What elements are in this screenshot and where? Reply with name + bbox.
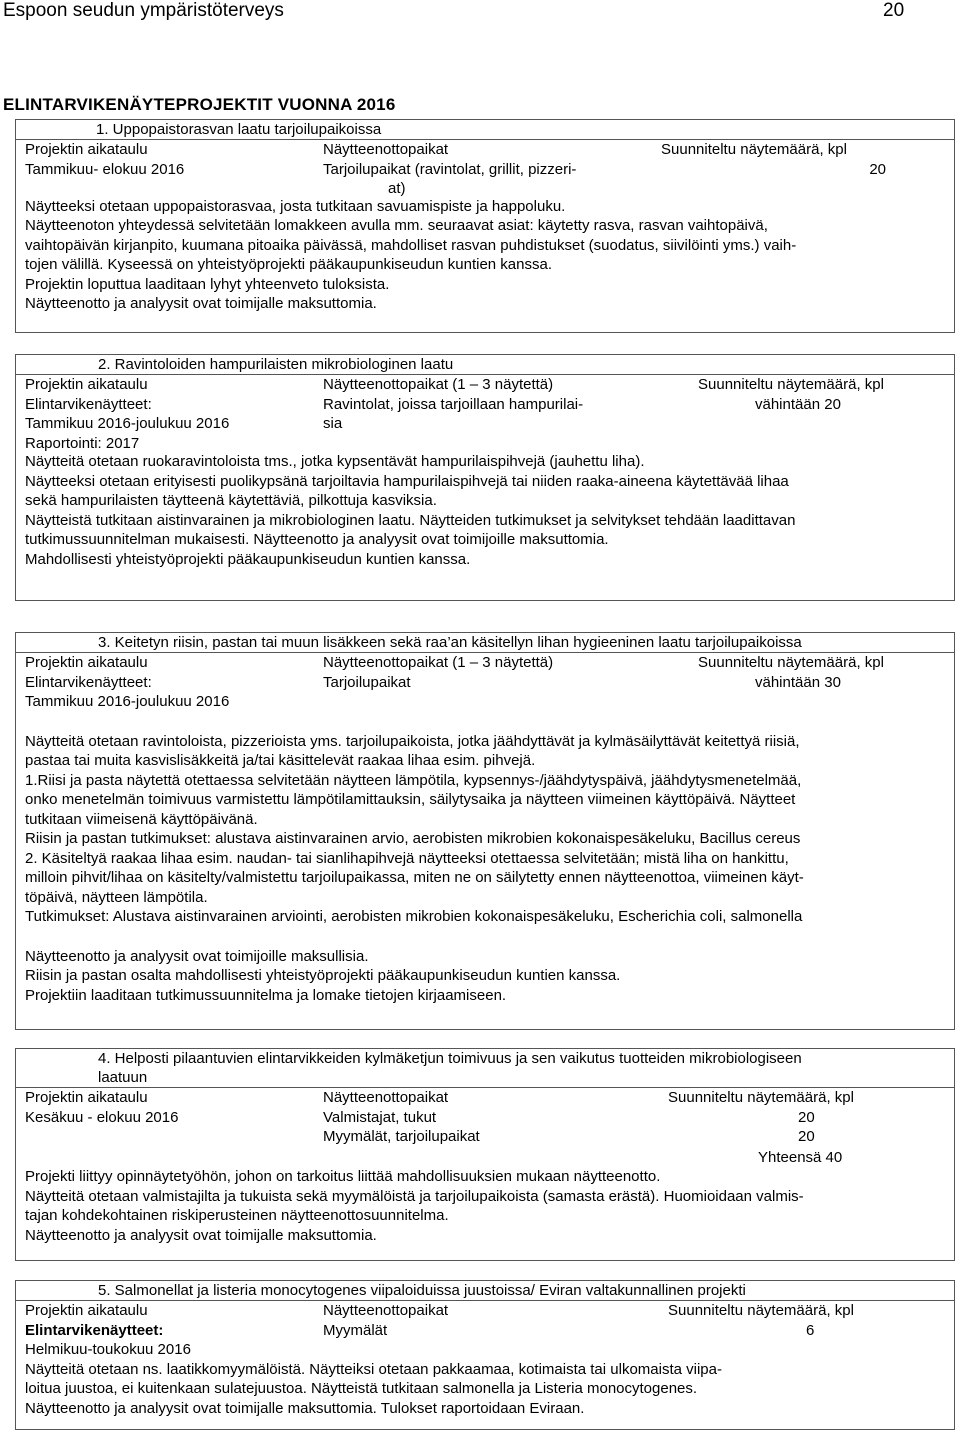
column-headers — [16, 375, 954, 395]
places-value: Tarjoilupaikat (ravintolat, grillit, pizzeri- — [323, 160, 577, 178]
col-places-header: Näytteenottopaikat — [323, 1302, 449, 1319]
text-line: Näytteitä otetaan valmistajilta ja tukuista sekä myymälöistä ja tarjoilupaikoista (samasta erästä). Huomioidaan valmis- — [25, 1187, 804, 1205]
column-headers — [16, 140, 954, 160]
info-row — [16, 395, 954, 415]
organization-name: Espoon seudun ympäristöterveys — [3, 0, 284, 21]
project-2-description — [16, 452, 954, 569]
count-value: 20 — [869, 160, 886, 178]
text-line: Näytteitä otetaan ravintoloista, pizzerioista yms. tarjoilupaikoista, jotka jäähdyttävät ja kylmäsäilyttävät keitettyä riisiä, — [25, 732, 800, 750]
schedule-value: Tammikuu 2016-joulukuu 2016 — [25, 693, 230, 710]
info-row — [16, 160, 954, 180]
info-row — [16, 1340, 954, 1360]
text-line: Tutkimukset: Alustava aistinvarainen arviointi, aerobisten mikrobien kokonaispesäkeluku, Escherichia coli, salmonella — [25, 908, 803, 925]
schedule-value: Tammikuu- elokuu 2016 — [25, 160, 185, 178]
samples-label: Elintarvikenäytteet: — [25, 673, 152, 691]
document-title: ELINTARVIKENÄYTEPROJEKTIT VUONNA 2016 — [3, 95, 396, 114]
text-line: 1.Riisi ja pasta näytettä otettaessa selvitetään näytteen lämpötila, kypsennys-/jäähdytyspäivä, jäähdytysmenetelmää, — [25, 771, 802, 789]
col-count-header: Suunniteltu näytemäärä, kpl — [668, 1302, 854, 1319]
text-line: Projektiin laaditaan tutkimussuunnitelma ja lomake tietojen kirjaamiseen. — [25, 986, 507, 1004]
column-headers — [16, 1301, 954, 1321]
text-line: Näytteenoton yhteydessä selvitetään lomakkeen avulla mm. seuraavat asiat: käytetty rasva, rasvan vaihtopäivä, — [25, 217, 768, 234]
table-row — [16, 1108, 954, 1128]
text-line: tajan kohdekohtainen riskiperusteinen näytteenottosuunnitelma. — [25, 1207, 449, 1224]
col-schedule-header: Projektin aikataulu — [25, 376, 148, 393]
text-line: sekä hampurilaisten täytteenä käytettäviä, pilkottuja kasviksia. — [25, 492, 437, 509]
col-places-header: Näytteenottopaikat — [323, 1089, 449, 1106]
text-line: Näytteenotto ja analyysit ovat toimijalle maksuttomia. — [25, 1226, 377, 1244]
project-4-description — [16, 1167, 954, 1245]
text-line: 2. Käsiteltyä raakaa lihaa esim. naudan- tai sianlihapihvejä näytteeksi otettaessa selvitetään; mistä liha on hankittu, — [25, 849, 789, 867]
text-line: Riisin ja pastan tutkimukset: alustava aistinvarainen arvio, aerobisten mikrobien kokonaispesäkeluku, Bacillus cereus — [25, 830, 801, 847]
info-row — [16, 434, 954, 454]
text-line: loitua juustoa, ei kuitenkaan sulatejuustoa. Näytteistä tutkitaan salmonella ja Listeria monocytogenes. — [25, 1380, 698, 1397]
text-line: Näytteitä otetaan ruokaravintoloista tms., jotka kypsentävät hampurilaispihvejä (jauhettu liha). — [25, 453, 645, 470]
project-3-description — [16, 732, 954, 1006]
text-line: vaihtopäivän kirjanpito, kuumana pitoaika päivässä, mahdolliset rasvan puhdistukset (suodatus, siivilöinti yms.) vaih- — [25, 236, 797, 254]
col-places-header: Näytteenottopaikat (1 – 3 näytettä) — [323, 654, 554, 671]
total-row — [16, 1148, 954, 1168]
page-header — [3, 0, 950, 26]
project-1-box — [15, 119, 955, 333]
col-count-header: Suunniteltu näytemäärä, kpl — [661, 141, 847, 158]
info-row — [16, 414, 954, 434]
col-count-header: Suunniteltu näytemäärä, kpl — [698, 654, 884, 671]
project-4-title — [16, 1049, 954, 1088]
col-places-header: Näytteenottopaikat — [323, 141, 449, 158]
text-line: milloin pihvit/lihaa on käsitelty/valmistettu tarjoilupaikassa, miten ne on säilytetty ennen näytteenottoa, viimeinen käyt- — [25, 869, 804, 886]
info-row — [16, 1321, 954, 1341]
project-5-description — [16, 1360, 954, 1419]
text-line: Näytteenotto ja analyysit ovat toimijoille maksullisia. — [25, 947, 369, 965]
info-row-cont — [16, 179, 954, 199]
report-value: Raportointi: 2017 — [25, 434, 140, 452]
places-value: Myymälät — [323, 1321, 388, 1339]
column-headers — [16, 1088, 954, 1108]
col-count-header: Suunniteltu näytemäärä, kpl — [698, 376, 884, 393]
text-line: töpäivä, näytteen lämpötila. — [25, 888, 208, 906]
count-value: 20 — [798, 1108, 815, 1126]
text-line: Riisin ja pastan osalta mahdollisesti yhteistyöprojekti pääkaupunkiseudun kuntien kanssa. — [25, 967, 621, 984]
text-line: Näytteitä otetaan ns. laatikkomyymälöistä. Näytteiksi otetaan pakkaamaa, kotimaista tai ulkomaista viipa- — [25, 1360, 722, 1378]
text-line: Näytteeksi otetaan erityisesti puolikypsänä tarjoiltavia hampurilaispihvejä tai niiden raaka-aineena käytettävää lihaa — [25, 472, 789, 490]
text-line: Näytteenotto ja analyysit ovat toimijalle maksuttomia. — [25, 295, 377, 312]
text-line: Projektin loputtua laaditaan lyhyt yhteenveto tuloksista. — [25, 275, 390, 293]
project-3-box — [15, 632, 955, 1030]
places-value: Ravintolat, joissa tarjoillaan hampurilai- — [323, 395, 584, 413]
col-schedule-header: Projektin aikataulu — [25, 141, 148, 158]
project-5-title: 5. Salmonellat ja listeria monocytogenes viipaloiduissa juustoissa/ Eviran valtakunnallinen projekti — [16, 1281, 954, 1301]
text-line: onko menetelmän toimivuus varmistettu lämpötilamittauksin, säilytysaika ja näytteen viimeinen käyttöpäivä. Näytteet — [25, 791, 796, 808]
count-value: vähintään 30 — [755, 673, 841, 691]
col-places-header: Näytteenottopaikat (1 – 3 näytettä) — [323, 376, 554, 393]
schedule-value: Kesäkuu - elokuu 2016 — [25, 1108, 179, 1126]
info-row — [16, 692, 954, 712]
samples-label: Elintarvikenäytteet: — [25, 395, 152, 413]
places-value-cont: at) — [388, 180, 406, 197]
samples-label: Elintarvikenäytteet: — [25, 1321, 164, 1339]
text-line: Näytteenotto ja analyysit ovat toimijalle maksuttomia. Tulokset raportoidaan Eviraan. — [25, 1399, 585, 1417]
title-line: 4. Helposti pilaantuvien elintarvikkeiden kylmäketjun toimivuus ja sen vaikutus tuotteiden mikrobiologiseen — [98, 1050, 802, 1067]
place-value: Valmistajat, tukut — [323, 1108, 437, 1126]
count-value: 6 — [806, 1321, 815, 1339]
text-line: tutkimussuunnitelman mukaisesti. Näytteenotto ja analyysit ovat toimijoille maksuttomia. — [25, 531, 609, 548]
project-2-title: 2. Ravintoloiden hampurilaisten mikrobiologinen laatu — [16, 355, 954, 375]
schedule-value: Tammikuu 2016-joulukuu 2016 — [25, 415, 230, 432]
col-count-header: Suunniteltu näytemäärä, kpl — [668, 1089, 854, 1106]
page-number: 20 — [883, 0, 905, 21]
project-4-box — [15, 1048, 955, 1261]
title-line: laatuun — [98, 1069, 148, 1086]
text-line: tojen välillä. Kyseessä on yhteistyöprojekti pääkaupunkiseudun kuntien kanssa. — [25, 256, 552, 273]
table-row — [16, 1127, 954, 1147]
text-line: pastaa tai muita kasvislisäkkeitä ja/tai käsittelevät raakaa lihaa esim. pihvejä. — [25, 752, 536, 769]
project-5-box — [15, 1280, 955, 1430]
schedule-value: Helmikuu-toukokuu 2016 — [25, 1341, 191, 1358]
places-value-cont: sia — [323, 415, 343, 432]
project-3-title: 3. Keitetyn riisin, pastan tai muun lisäkkeen sekä raa’an käsitellyn lihan hygieeninen laatu tarjoilupaikoissa — [16, 633, 954, 653]
project-1-description — [16, 197, 954, 314]
info-row — [16, 673, 954, 693]
column-headers — [16, 653, 954, 673]
count-value: vähintään 20 — [755, 395, 841, 413]
text-line: Mahdollisesti yhteistyöprojekti pääkaupunkiseudun kuntien kanssa. — [25, 550, 471, 568]
text-line: Projekti liittyy opinnäytetyöhön, johon on tarkoitus liittää mahdollisuuksien mukaan näytteenotto. — [25, 1168, 661, 1185]
project-1-title: 1. Uppopaistorasvan laatu tarjoilupaikoissa — [16, 120, 954, 140]
total-value: Yhteensä 40 — [758, 1148, 843, 1166]
text-line: Näytteeksi otetaan uppopaistorasvaa, josta tutkitaan savuamispiste ja happoluku. — [25, 197, 566, 215]
project-2-box — [15, 354, 955, 601]
col-schedule-header: Projektin aikataulu — [25, 1089, 148, 1106]
col-schedule-header: Projektin aikataulu — [25, 1302, 148, 1319]
place-value: Myymälät, tarjoilupaikat — [323, 1128, 480, 1145]
places-value: Tarjoilupaikat — [323, 673, 411, 691]
text-line: Näytteistä tutkitaan aistinvarainen ja mikrobiologinen laatu. Näytteiden tutkimukset ja selvitykset tehdään laadittavan — [25, 511, 796, 529]
text-line: tutkitaan viimeisenä käyttöpäivänä. — [25, 810, 258, 828]
col-schedule-header: Projektin aikataulu — [25, 654, 148, 671]
count-value: 20 — [798, 1128, 815, 1145]
